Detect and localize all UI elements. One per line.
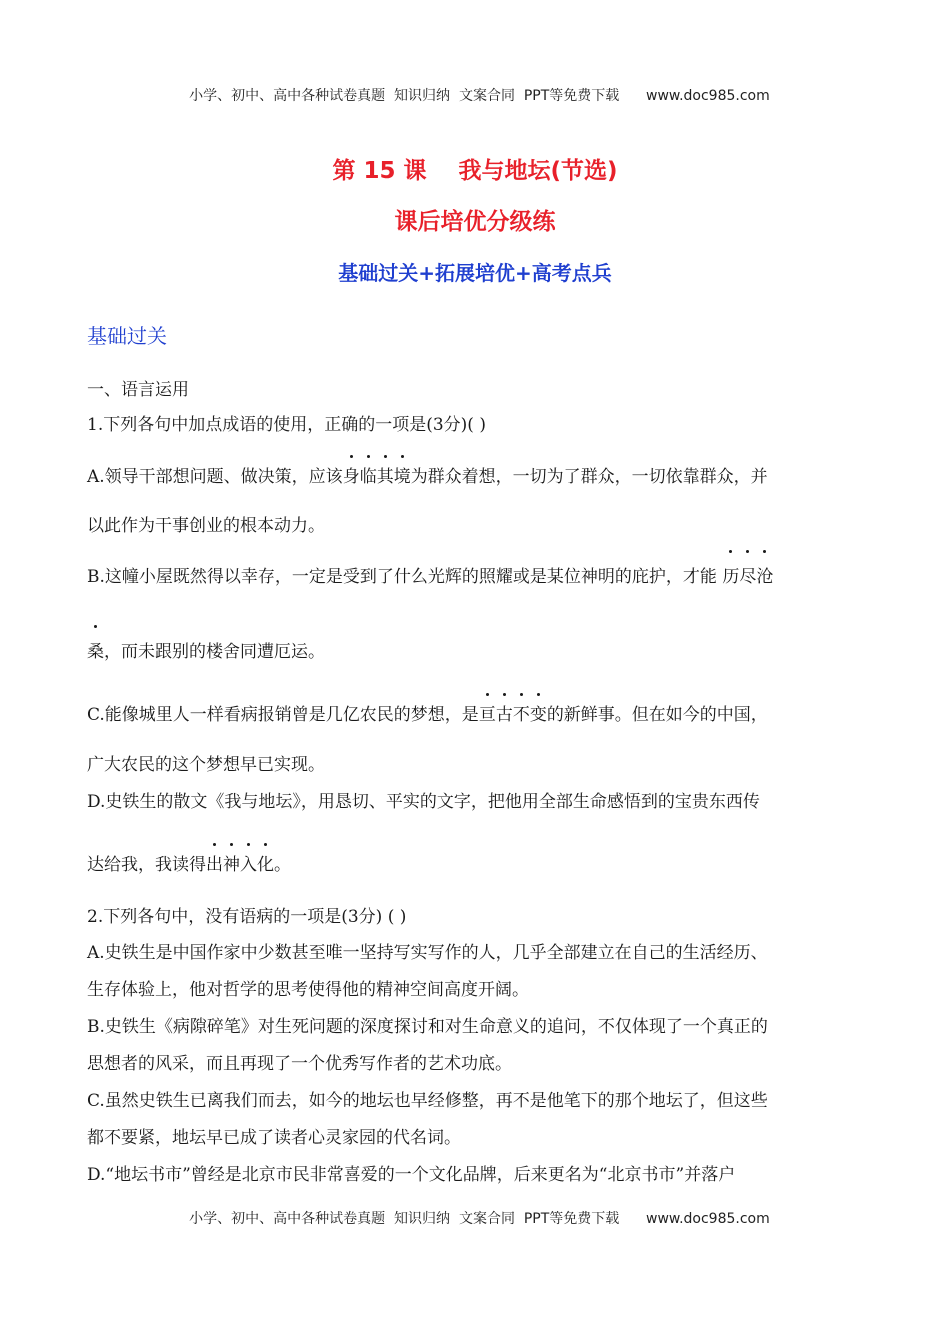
emphasis-char: 桑 xyxy=(87,637,104,662)
page-footer xyxy=(0,1192,950,1228)
q2-option-c-cont: 都不要紧，地坛早已成了读者心灵家园的代名词。 xyxy=(87,1128,461,1148)
emphasis-char: 临 xyxy=(360,462,377,487)
part-heading: 一、语言运用 xyxy=(87,380,189,400)
header-site: www.doc985.com xyxy=(646,88,770,104)
page-header xyxy=(0,69,950,105)
q2-option-b: B.史铁生《病隙碎笔》对生死问题的深度探讨和对生命意义的追问，不仅体现了一个真正的 xyxy=(87,1017,768,1037)
emphasis-char: 境 xyxy=(394,462,411,487)
header-text: 小学、初中、高中各种试卷真题 知识归纳 文案合同 PPT等免费下载 xyxy=(189,88,620,104)
q2-option-a-cont: 生存体验上，他对哲学的思考使得他的精神空间高度开阔。 xyxy=(87,980,529,1000)
emphasis-char: 变 xyxy=(530,700,547,725)
footer-text: 小学、初中、高中各种试卷真题 知识归纳 文案合同 PPT等免费下载 xyxy=(189,1211,620,1227)
emphasis-char: 亘 xyxy=(479,700,496,725)
q1-option-a: A.领导干部想问题、做决策，应该身临其境为群众着想，一切为了群众，一切依靠群众，并 xyxy=(87,462,768,487)
emphasis-char: 出 xyxy=(206,850,223,875)
emphasis-char: 尽 xyxy=(739,562,756,587)
q1-stem: 1.下列各句中加点成语的使用，正确的一项是(3分)( ) xyxy=(87,415,486,435)
emphasis-char: 神 xyxy=(223,850,240,875)
q1-option-c-cont: 广大农民的这个梦想早已实现。 xyxy=(87,755,325,775)
emphasis-char: 不 xyxy=(513,700,530,725)
q2-option-a: A.史铁生是中国作家中少数甚至唯一坚持写实写作的人，几乎全部建立在自己的生活经历、 xyxy=(87,943,768,963)
emphasis-char: 身 xyxy=(343,462,360,487)
subtitle: 课后培优分级练 xyxy=(394,209,556,235)
emphasis-char: 化 xyxy=(257,850,274,875)
section-heading: 基础过关 xyxy=(87,324,167,348)
emphasis-char: 历 xyxy=(722,562,739,587)
emphasis-char: 古 xyxy=(496,700,513,725)
emphasis-char: 入 xyxy=(240,850,257,875)
q1-option-a-cont: 以此作为干事创业的根本动力。 xyxy=(87,516,325,536)
emphasis-char: 沧 xyxy=(756,562,773,587)
q1-option-d-cont: 达给我，我读得出神入化。 xyxy=(87,850,291,875)
tagline: 基础过关+拓展培优+高考点兵 xyxy=(338,261,612,285)
q2-option-d: D.“地坛书市”曾经是北京市民非常喜爱的一个文化品牌，后来更名为“北京书市”并落户 xyxy=(87,1165,736,1185)
emphasis-char: 其 xyxy=(377,462,394,487)
footer-site: www.doc985.com xyxy=(646,1211,770,1227)
q2-option-c: C.虽然史铁生已离我们而去，如今的地坛也早经修整，再不是他笔下的那个地坛了，但这些 xyxy=(87,1091,768,1111)
q1-option-d: D.史铁生的散文《我与地坛》，用恳切、平实的文字，把他用全部生命感悟到的宝贵东西传 xyxy=(87,792,760,812)
q1-option-b: B.这幢小屋既然得以幸存，一定是受到了什么光辉的照耀或是某位神明的庇护，才能 历尽沧 xyxy=(87,562,773,587)
lesson-title: 第 15 课 我与地坛(节选) xyxy=(332,158,618,184)
q1-option-b-cont: 桑，而未跟别的楼舍同遭厄运。 xyxy=(87,637,325,662)
q2-stem: 2.下列各句中，没有语病的一项是(3分) ( ) xyxy=(87,907,407,927)
q1-option-c: C.能像城里人一样看病报销曾是几亿农民的梦想，是亘古不变的新鲜事。但在如今的中国， xyxy=(87,700,768,725)
q2-option-b-cont: 思想者的风采，而且再现了一个优秀写作者的艺术功底。 xyxy=(87,1054,512,1074)
